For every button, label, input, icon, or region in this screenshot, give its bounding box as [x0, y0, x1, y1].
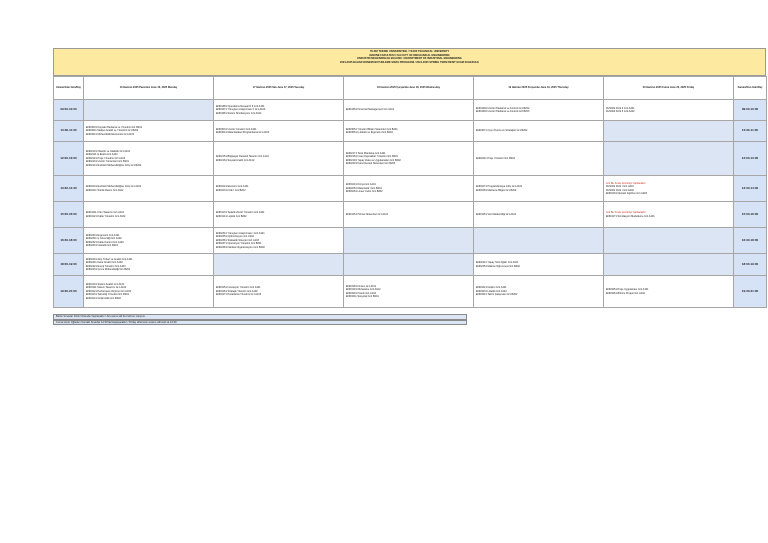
exam-entry: END2321 Kalite Kontrol Gr1 A103 [86, 240, 124, 244]
time-column-header: Zaman/Gün Gün/Day [734, 77, 767, 100]
exam-cell [344, 142, 474, 176]
exam-cell [84, 100, 214, 121]
time-slot-cell: 13:30-14:30 [734, 176, 767, 202]
exam-entry: END2171 Tesis Planlama Gr1 A101 [346, 151, 386, 155]
exam-entry: END4151 Hizmet Sistemleri Gr1 A101 [346, 212, 389, 216]
exam-cell [214, 176, 344, 202]
exam-cell [474, 100, 604, 121]
exam-entry: END3231 Liderlik Gr1 A102 [476, 289, 507, 293]
exam-entry: END1041 Kimya Gr1 A101 [346, 183, 376, 187]
exam-entry: END1021 Ekonomi Gr1 A101 [216, 185, 249, 189]
exam-entry: END3051 Yönetim Bilişim Sistemleri Gr1 B201 [346, 127, 398, 131]
exam-cell [214, 121, 344, 142]
exam-entry: END4381 Operations Research II Gr1 A101 [216, 104, 265, 108]
exam-cell [474, 142, 604, 176]
exam-entry: END3151 İnovasyon Yönetimi Gr1 A101 [216, 286, 261, 290]
exam-entry: END2111 İş Etüdü Gr1 A102 [86, 153, 118, 157]
exam-entry: END3031 Üretim Yönetimi Gr1 A101 [216, 127, 257, 131]
schedule-row [54, 100, 767, 121]
schedule-row [54, 254, 767, 276]
exam-cell [84, 276, 214, 308]
exam-cell [474, 121, 604, 142]
exam-cell [214, 254, 344, 276]
exam-entry: END3101 Sistem Analizi Gr1 A101 [86, 282, 125, 286]
notes-box [53, 314, 467, 325]
schedule-sheet [53, 48, 766, 308]
exam-cell [344, 228, 474, 254]
header-line: ENDÜSTRİ MÜHENDİSLİĞİ BÖLÜMÜ / DEPARTMENT OF INDUSTRIAL ENGINEERING [357, 57, 462, 61]
exam-entry: END1001 Endüstri Mühendisliğine Giriş Gr1 A101 [86, 185, 142, 189]
exam-cell [214, 142, 344, 176]
exam-cell [214, 228, 344, 254]
exam-entry: END2141 Endüstri Mühendisliğine Giriş Gr1 B202 [86, 163, 142, 167]
exam-cell [214, 276, 344, 308]
exam-cell [84, 142, 214, 176]
time-slot-cell: 18:00-19:00 [54, 254, 84, 276]
time-slot-cell: 19:30-21:00 [54, 276, 84, 308]
exam-note: Gr1 Bu Sınav Çevrimiçi Yapılacaktır [606, 211, 646, 215]
exam-entry: END3211 Sosyoloji Gr1 B201 [346, 294, 379, 298]
exam-entry: END4131 Tedarik Zinciri Yönetimi Gr1 A101 [216, 211, 265, 215]
exam-entry: END3261 Bitirme Projesi Gr1 A102 [606, 291, 645, 295]
exam-cell [84, 121, 214, 142]
time-slot-cell: 10:30-11:30 [734, 121, 767, 142]
exam-cell [604, 176, 734, 202]
exam-entry: END3021 Mühendislik Ekonomisi Gr1 A101 [86, 132, 135, 136]
schedule-row [54, 142, 767, 176]
header-line: YILDIZ TEKNİK ÜNİVERSİTESİ / YILDIZ TECHNICAL UNIVERSITY [369, 50, 450, 53]
exam-entry: END3161 Stratejik Yönetim Gr1 A102 [216, 289, 258, 293]
exam-cell [344, 121, 474, 142]
exam-entry: END2191 Yapay Zeka ve Uygulamaları Gr1 B202 [346, 158, 401, 162]
exam-entry: END4161 Veri Madenciliği Gr1 A101 [476, 212, 517, 216]
exam-entry: END2331 İstatistik Gr1 B201 [86, 243, 118, 247]
exam-cell [84, 202, 214, 228]
exam-entry: END3041 Matematiksel Programlama Gr1 A103 [216, 131, 270, 134]
exam-entry: END2361 Stokastik Süreçler Gr1 A103 [216, 238, 259, 242]
exam-entry: END4302 Üretim Planlama ve Kontrol Gr2 B203 [476, 110, 530, 113]
exam-entry: END1081 Malzeme Bilgisi Gr1 B202 [476, 188, 517, 192]
exam-entry: FIZ1001 Fizik I Gr1 A201 [606, 185, 634, 189]
exam-entry: END3201 Hukuk Gr1 A103 [346, 291, 376, 295]
schedule-row [54, 121, 767, 142]
exam-entry: END2341 Yöneylem Araştırması I Gr1 A101 [216, 231, 265, 235]
time-slot-cell: 15:00-16:00 [734, 202, 767, 228]
exam-entry: FIZ1001 Fizik I Gr2 A202 [606, 188, 634, 192]
exam-cell [344, 100, 474, 121]
exam-entry: END1061 Lineer Cebir Gr1 B202 [346, 190, 383, 194]
exam-entry: END2101 Olasılık ve İstatistik Gr1 A101 [86, 149, 131, 153]
exam-entry: END1051 Matematik I Gr1 B201 [346, 186, 382, 190]
exam-entry: END2161 Sayısal Analiz Gr1 A102 [216, 158, 255, 162]
exam-cell [344, 176, 474, 202]
exam-entry: END3061 İş Etüdü ve Ergonomi Gr1 B202 [346, 131, 393, 134]
exam-cell [604, 276, 734, 308]
exam-entry: END1011 Teknik Resim Gr1 A102 [86, 188, 124, 192]
exam-cell [474, 228, 604, 254]
exam-entry: END4121 Kalite Yönetimi Gr1 A102 [86, 214, 126, 218]
exam-entry: END3121 Performans Ölçümü Gr1 A103 [86, 289, 132, 293]
exam-entry: END4302 Üretim Planlama ve Kontrol Gr1 B202 [476, 106, 530, 110]
time-slot-cell: 15:00-16:00 [54, 202, 84, 228]
sheet-header [53, 48, 766, 76]
note-line: Cuma Günü Öğleden Sonraki Sınavlar 14:30'da başlayacaktır / Friday afternoon exams will start at 14:30. [53, 320, 467, 326]
schedule-row [54, 202, 767, 228]
schedule-row [54, 228, 767, 254]
exam-cell [604, 228, 734, 254]
schedule-row [54, 176, 767, 202]
time-slot-cell: 10:30-11:30 [54, 121, 84, 142]
exam-entry: END2451 Makine Öğrenmesi Gr1 B202 [476, 264, 520, 268]
exam-entry: END3221 İletişim Gr1 A101 [476, 286, 507, 290]
exam-entry: END2401 Akış Türleri ve Analizi Gr1 A101 [86, 257, 133, 261]
schedule-row [54, 276, 767, 308]
exam-entry: END2201 Karar Destek Sistemleri Gr1 B203 [346, 161, 396, 165]
exam-entry: END2151 Bilgisayar Destekli Tasarım Gr1 A101 [216, 155, 269, 159]
exam-entry: END2301 Ergonomi Gr1 A101 [86, 233, 120, 237]
exam-entry: END3131 Teknoloji Yönetimi Gr1 B201 [86, 293, 129, 297]
column-header-row [54, 77, 767, 100]
exam-entry: END2121 Proje Yönetimi Gr1 A103 [86, 156, 126, 160]
day-column-header: 16 Haziran 2025 Pazartesi June 16, 2025 Monday [84, 77, 214, 100]
exam-cell [474, 176, 604, 202]
exam-cell [214, 100, 344, 121]
header-line: MAKİNE FAKÜLTESİ / FACULTY OF MECHANICAL ENGINEERING [369, 53, 450, 57]
exam-entry: END3181 Finans Gr1 A101 [346, 284, 377, 288]
day-column-header: 18 Haziran 2025 Çarşamba June 18, 2025 Wednesday [344, 77, 474, 100]
exam-entry: END1071 Programlamaya Giriş Gr1 A101 [476, 185, 523, 189]
time-slot-cell: 19:30-21:00 [734, 276, 767, 308]
exam-entry: END1031 Fizik I Gr1 B202 [216, 188, 246, 192]
exam-entry: END3001 Kaynak Planlama ve Yönetimi Gr1 B201 [86, 125, 143, 129]
exam-cell [84, 228, 214, 254]
exam-entry: END2371 Operasyon Yönetimi Gr1 B201 [216, 242, 262, 246]
time-slot-cell: 16:30-18:00 [734, 228, 767, 254]
time-slot-cell: 18:00-19:00 [734, 254, 767, 276]
time-slot-cell: 16:30-18:00 [54, 228, 84, 254]
exam-entry: END2431 Çevre Mühendisliği Gr1 B201 [86, 267, 131, 271]
exam-entry: END4351 Financial Management Gr1 A101 [346, 108, 395, 112]
exam-entry: END3241 Takım Çalışması Gr1 B202 [476, 293, 518, 297]
exam-entry: END4371 Yöneylem Araştırması II Gr1 A103 [216, 108, 266, 112]
exam-cell [474, 202, 604, 228]
day-column-header: 19 Haziran 2025 Perşembe June 19, 2025 Thursday [474, 77, 604, 100]
exam-entry: END2131 Üretim Yöntemleri Gr1 B201 [86, 160, 129, 164]
note-line: Bütün Sınavlar Fiziki Ortamda Yapılacaktır / All exams will be held on campus. [53, 314, 467, 320]
exam-cell [84, 176, 214, 202]
day-column-header: 17 Haziran 2025 Salı June 17, 2025 Tuesday [214, 77, 344, 100]
time-slot-cell: 12:00-13:00 [54, 142, 84, 176]
exam-cell [474, 254, 604, 276]
exam-entry: FIZ1002 Fizik II Gr2 A202 [606, 110, 635, 113]
exam-entry: END2181 İnsan Kaynakları Yönetimi Gr1 B201 [346, 155, 398, 159]
exam-cell [344, 254, 474, 276]
exam-cell [84, 254, 214, 276]
exam-entry: END2381 Fabrika Organizasyonu Gr1 B202 [216, 245, 265, 249]
exam-entry: END4361 Sistem Simülasyonu Gr1 A104 [216, 111, 262, 115]
exam-cell [604, 121, 734, 142]
time-slot-cell: 09:00-10:00 [734, 100, 767, 121]
exam-entry: END4111 Ürün Tasarımı Gr1 A101 [86, 211, 125, 215]
exam-cell [214, 202, 344, 228]
exam-cell [604, 142, 734, 176]
time-slot-cell: 12:00-13:00 [734, 142, 767, 176]
exam-entry: END1091 Mesleki İngilizce Gr1 A203 [606, 191, 647, 195]
exam-entry: END2211 Proje Yönetimi Gr1 B202 [476, 156, 515, 160]
exam-cell [344, 202, 474, 228]
exam-cell [604, 254, 734, 276]
exam-entry: END3071 Oyun Teorisi ve Stratejiler Gr1 B202 [476, 129, 528, 133]
exam-entry: FIZ1002 Fizik II Gr1 A201 [606, 106, 635, 110]
exam-entry: END3191 Muhasebe Gr1 A102 [346, 288, 381, 292]
exam-cell [474, 276, 604, 308]
header-line: 2024-2025 BAHAR DÖNEMİ BÜTÜNLEME SINAV PROGRAMI / 2024-2025 SPRING TERM RESIT EXAM SCHEDULE [340, 60, 479, 64]
exam-entry: END3011 Maliyet Analizi ve Yönetimi Gr1 B202 [86, 129, 139, 133]
exam-entry: END4171 Simülasyon Modelleme Gr1 A101 [606, 214, 655, 218]
exam-entry: END2421 Enerji Yönetimi Gr1 A103 [86, 264, 126, 268]
exam-entry: END2351 Optimizasyon Gr1 A102 [216, 235, 254, 239]
exam-entry: END3251 Proje Uygulaması Gr1 A101 [606, 288, 649, 292]
time-slot-cell: 09:00-10:00 [54, 100, 84, 121]
exam-schedule-table [53, 76, 767, 308]
exam-entry: END3171 Pazarlama Yönetimi Gr1 A103 [216, 293, 262, 297]
exam-note: Gr1 Bu Sınav Çevrimiçi Yapılacaktır [606, 181, 646, 185]
exam-entry: END3141 Girişimcilik Gr1 B202 [86, 296, 121, 300]
exam-cell [344, 276, 474, 308]
day-column-header: 20 Haziran 2025 Cuma June 20, 2025 Friday [604, 77, 734, 100]
exam-entry: END2441 Yapay Sinir Ağları Gr1 A101 [476, 261, 519, 265]
exam-cell [604, 202, 734, 228]
exam-entry: END3111 Sistem Tasarımı Gr1 A102 [86, 286, 127, 290]
exam-cell [604, 100, 734, 121]
exam-entry: END2411 Karar Analizi Gr1 A102 [86, 261, 123, 265]
exam-entry: END2311 İş Güvenliği Gr1 A102 [86, 237, 122, 241]
time-slot-cell: 13:30-14:30 [54, 176, 84, 202]
time-column-header: Zaman/Gün Gün/Day [54, 77, 84, 100]
exam-entry: END4141 Lojistik Gr1 B202 [216, 214, 247, 218]
